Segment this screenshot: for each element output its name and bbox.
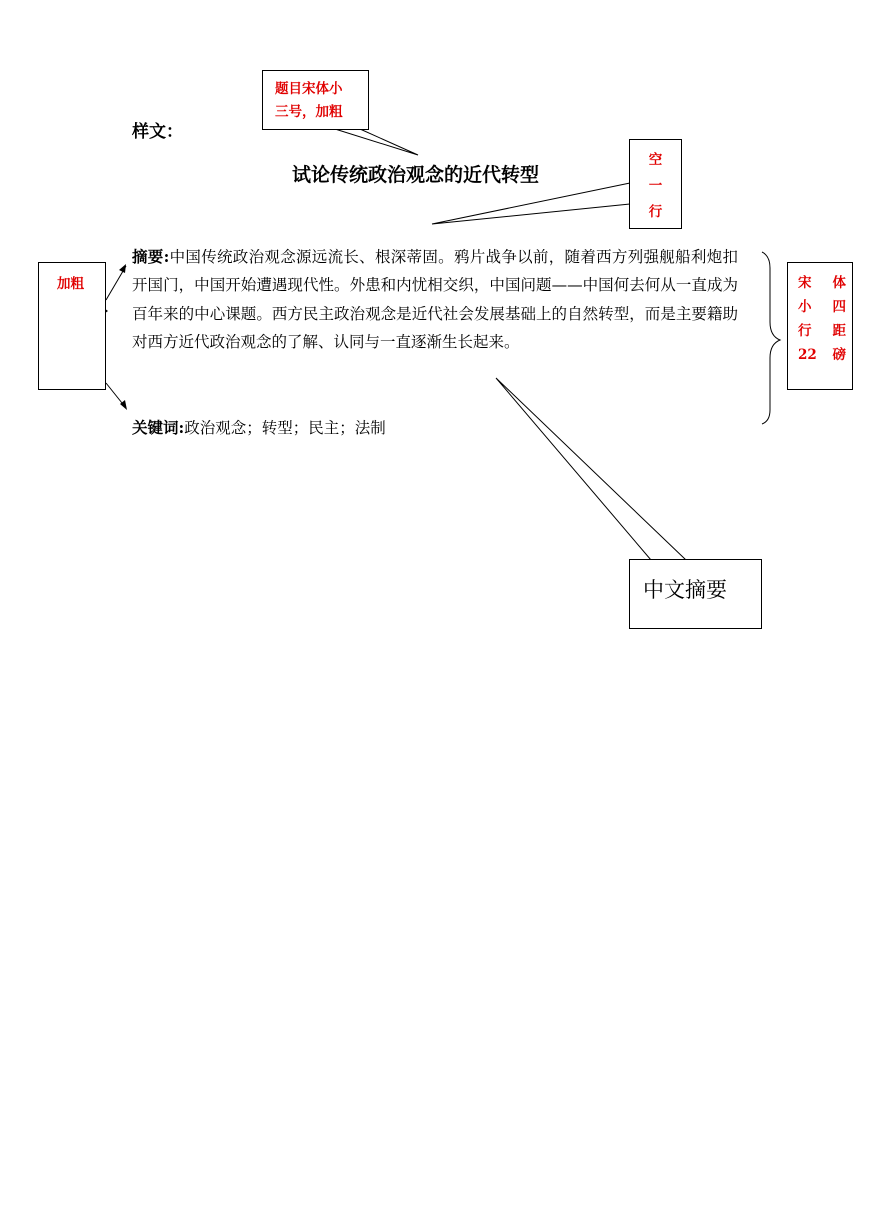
sample-label: 样文： bbox=[132, 122, 183, 142]
keywords-line bbox=[132, 416, 386, 438]
keywords-text: 政治观念；转型；民主；法制 bbox=[184, 419, 386, 437]
bold-arrow-up-head bbox=[119, 264, 126, 273]
font-note-2: 小 四 bbox=[798, 299, 846, 315]
blank-callout-tail bbox=[432, 183, 630, 224]
abstract-label: 摘要: bbox=[132, 247, 170, 266]
curly-brace bbox=[762, 252, 780, 424]
abstract-text: 中国传统政治观念源远流长、根深蒂固。鸦片战争以前，随着西方列强舰船利炮扣开国门，中国开始遭遇现代性。外患和内忧相交织，中国问题——中国何去何从一直成为百年来的中心课题。西方民主政治观念是近代社会发展基础上的自然转型，而是主要籍助对西方近代政治观念的了解、认同与一直逐渐生长起来。 bbox=[132, 248, 738, 352]
bold-note bbox=[38, 262, 106, 390]
font-note-3: 行 距 bbox=[798, 323, 846, 339]
abstract-callout-tail bbox=[496, 378, 686, 560]
blank-note-1: 空 bbox=[648, 152, 663, 168]
blank-note-2: 一 bbox=[648, 178, 663, 194]
bold-note-text: 加粗 bbox=[57, 276, 84, 292]
font-note-4: 22 磅 bbox=[798, 347, 846, 363]
title-note-line1: 题目宋体小 bbox=[275, 81, 343, 97]
title-note-line2: 三号，加粗 bbox=[275, 104, 343, 120]
keywords-label: 关键词: bbox=[132, 418, 185, 437]
font-note-1: 宋 体 bbox=[798, 275, 846, 291]
title-format-note bbox=[262, 70, 369, 130]
font-format-note bbox=[787, 262, 853, 390]
blank-line-note bbox=[629, 139, 682, 229]
paper-title: 试论传统政治观念的近代转型 bbox=[292, 164, 540, 186]
chinese-abstract-note bbox=[629, 559, 762, 629]
title-callout-tail bbox=[335, 129, 418, 155]
abstract-paragraph bbox=[132, 243, 738, 357]
abstract-note-text: 中文摘要 bbox=[643, 578, 727, 602]
blank-note-3: 行 bbox=[648, 204, 663, 220]
